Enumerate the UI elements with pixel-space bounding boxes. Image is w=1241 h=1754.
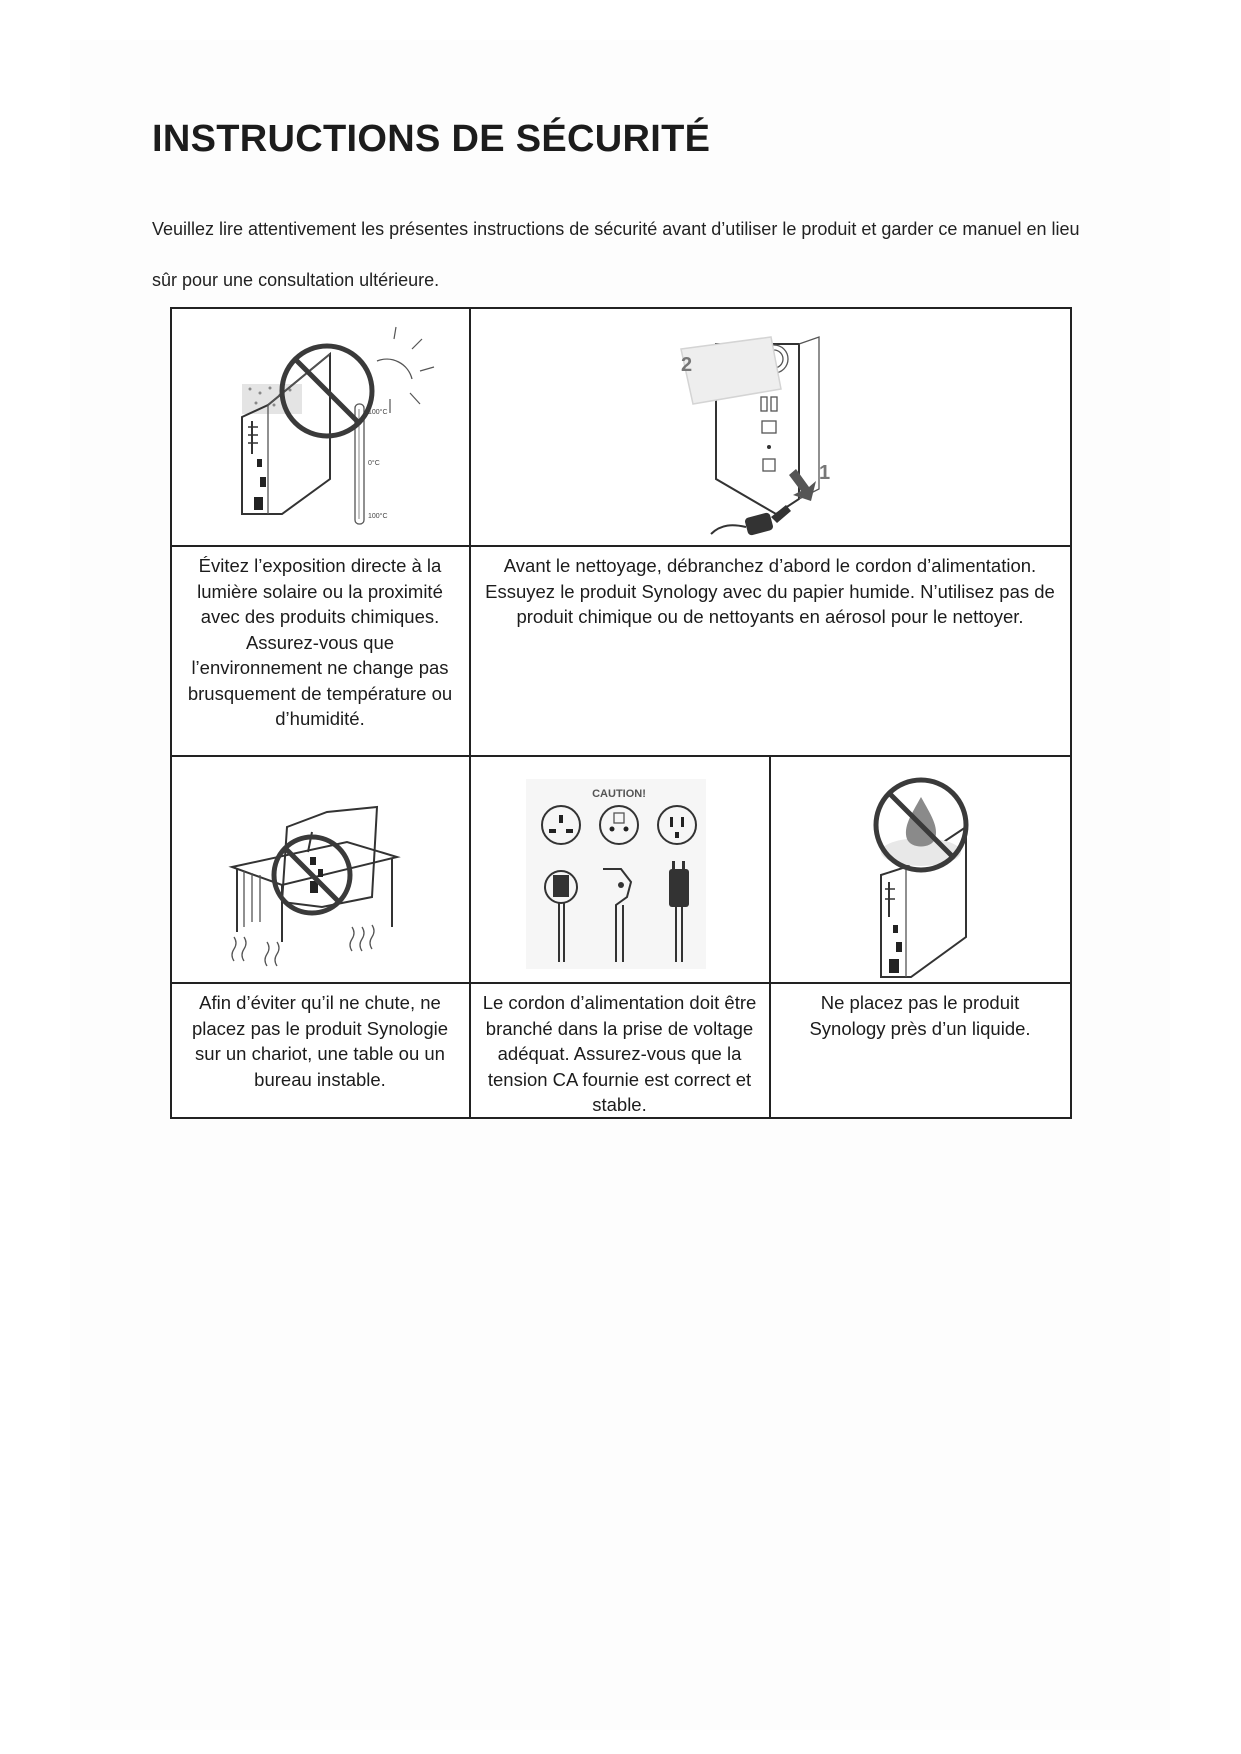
cleaning-illustration — [471, 309, 1069, 544]
liquid-illustration — [771, 757, 1069, 981]
clean-caption-cell — [469, 545, 1072, 757]
liquid-caption-cell — [769, 982, 1072, 1119]
sun-icon — [377, 327, 434, 413]
unplug-arrow-icon — [789, 469, 816, 501]
clean-caption: Avant le nettoyage, débranchez d’abord le cordon d’alimentation. Essuyez le produit Synology avec du papier humide. N’utilisez pas de produit chimique ou de nettoyants en aérosol pour le nettoyer. — [485, 555, 1055, 627]
table-caption-cell — [170, 982, 471, 1119]
power-illustration-cell — [469, 755, 771, 984]
sun-illustration-cell — [170, 307, 471, 547]
power-plug-icon — [711, 505, 791, 536]
prohibition-icon — [274, 837, 350, 913]
table-caption: Afin d’éviter qu’il ne chute, ne placez pas le produit Synologie sur un chariot, une table ou un bureau instable. — [191, 992, 449, 1090]
chemical-spray-icon — [242, 384, 302, 414]
thermo-label-zero: 0°C — [368, 460, 380, 467]
step-1-label: 1 — [819, 462, 831, 484]
thermo-label-cold: 100°C — [368, 513, 388, 520]
sun-caption-cell — [170, 545, 471, 757]
thermo-label-hot: 100°C — [368, 409, 388, 416]
safety-grid — [170, 307, 1072, 1119]
power-caption-cell — [469, 982, 771, 1119]
power-caption: Le cordon d’alimentation doit être branché dans la prise de voltage adéquat. Assurez-vous que la tension CA fournie est correct et stable. — [482, 992, 757, 1115]
clean-illustration-cell — [469, 307, 1072, 547]
liquid-illustration-cell — [769, 755, 1072, 984]
unstable-table-illustration — [172, 757, 468, 981]
table-illustration-cell — [170, 755, 471, 984]
sun-heat-illustration — [172, 309, 468, 544]
intro-paragraph: Veuillez lire attentivement les présentes instructions de sécurité avant d’utiliser le produit et garder ce manuel en lieu sûr pour une consultation ultérieure. — [152, 219, 1080, 290]
damp-cloth-icon — [681, 337, 781, 404]
caution-label: CAUTION! — [592, 788, 646, 800]
shaking-lines-icon — [232, 925, 374, 966]
step-2-label: 2 — [681, 354, 693, 376]
sun-caption: Évitez l’exposition directe à la lumière solaire ou la proximité avec des produits chimiques. Assurez-vous que l’environnement ne change pas brusquement de température ou d’humidité. — [187, 555, 453, 729]
page-title: INSTRUCTIONS DE SÉCURITÉ — [152, 118, 711, 160]
liquid-caption: Ne placez pas le produit Synology près d’un liquide. — [809, 992, 1031, 1039]
power-outlet-illustration — [471, 757, 768, 981]
